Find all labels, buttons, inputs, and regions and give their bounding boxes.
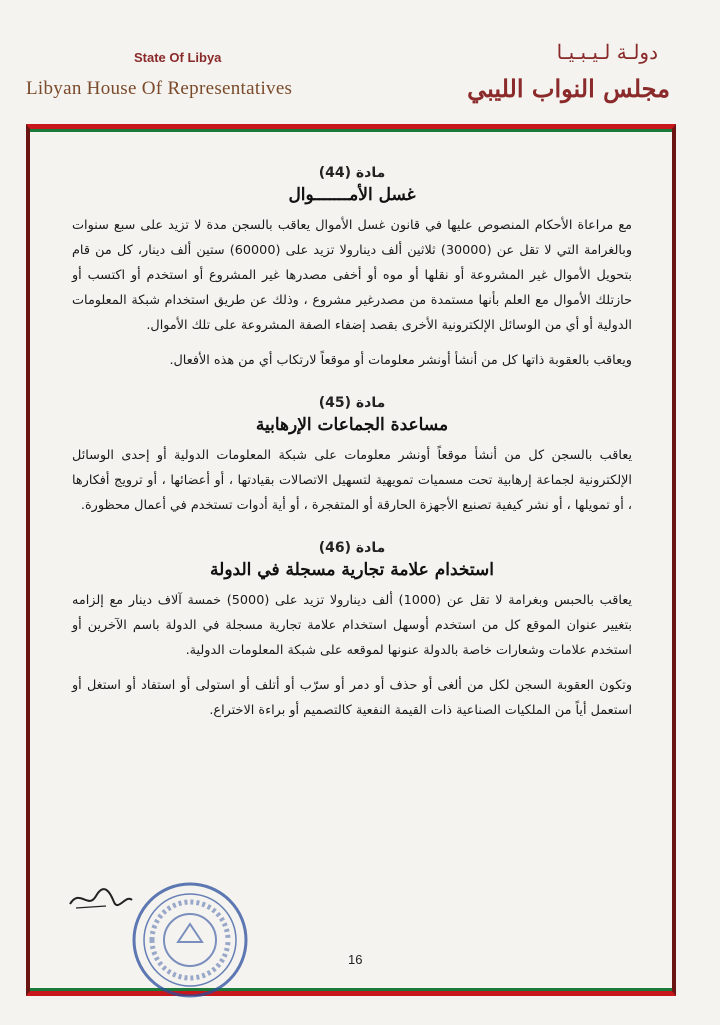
document-body xyxy=(72,165,632,733)
header-state-ar: دولـة لـيـبـيـا xyxy=(556,40,658,64)
frame-bottom-green-line xyxy=(30,988,672,991)
header-state-en: State Of Libya xyxy=(134,50,222,65)
article-title: غسل الأمـــــــوال xyxy=(288,185,416,205)
article-number: مادة (45) xyxy=(318,395,386,411)
article-paragraph: يعاقب بالحبس وبغرامة لا تقل عن (1000) ألف دينارولا تزيد على (5000) خمسة آلاف دينار مع إلزامه بتغيير عنوان الموقع كل من استخدم أوسهل استخدام علامة تجارية مسجلة في الدولة باسم الآخرين أو استخدم علامات وشعارات خاصة بالدولة عنونها لموقعه على شبكة المعلومات الدولية. xyxy=(72,593,632,658)
article-paragraph: مع مراعاة الأحكام المنصوص عليها في قانون غسل الأموال يعاقب بالسجن مدة لا تزيد على سبع سنوات وبالغرامة التي لا تقل عن (30000) ثلاثين ألف دينارولا تزيد على (60000) ستين ألف دينار، كل من قام بتحويل الأموال غير المشروعة أو نقلها أو موه أو أخفى مصدرها غير المشروع أو استخدم أو اكتسب أو حازتلك الأموال مع العلم بأنها مستمدة من مصدرغير مشروع ، وذلك عن طريق استخدام شبكة المعلومات الدولية أو أي من الوسائل الإلكترونية الأخرى بقصد إضفاء الصفة المشروعة على تلك الأموال. xyxy=(72,218,633,333)
letterhead xyxy=(0,0,720,125)
header-house-ar: مجلس النواب الليبي xyxy=(467,74,670,103)
article-paragraph: ويعاقب بالعقوبة ذاتها كل من أنشأ أونشر معلومات أو موقعاً لارتكاب أي من هذه الأفعال. xyxy=(169,353,632,368)
seal-stamp-icon xyxy=(130,880,250,1000)
frame-top-green-line xyxy=(30,129,672,132)
article-title: استخدام علامة تجارية مسجلة في الدولة xyxy=(210,560,494,580)
article-paragraph: يعاقب بالسجن كل من أنشأ موقعاً أونشر معلومات على شبكة المعلومات الدولية أو إحدى الوسائل الإلكترونية لجماعة إرهابية تحت مسميات تمويهية لتسهيل الاتصالات بقيادتها ، أو أعضائها ، أو ترويج أفكارها ، أو تمويلها ، أو نشر كيفية تصنيع الأجهزة الحارقة أو المتفجرة ، أو أية أدوات تستخدم في أعمال محظورة. xyxy=(72,448,632,513)
header-house-en: Libyan House Of Representatives xyxy=(26,78,293,99)
article-number: مادة (44) xyxy=(318,165,386,181)
article-paragraph: وتكون العقوبة السجن لكل من ألغى أو حذف أو دمر أو سرّب أو أتلف أو استولى أو استفاد أو استغل أو استعمل أياً من الملكيات الصناعية ذات القيمة النفعية كالتصميم أو براءة الاختراع. xyxy=(72,678,632,718)
article-46 xyxy=(72,540,632,723)
signature-icon xyxy=(66,882,136,912)
article-number: مادة (46) xyxy=(318,540,386,556)
page-number: 16 xyxy=(348,952,363,967)
article-45 xyxy=(72,395,632,518)
article-title: مساعدة الجماعات الإرهابية xyxy=(255,415,449,435)
article-44 xyxy=(72,165,632,373)
